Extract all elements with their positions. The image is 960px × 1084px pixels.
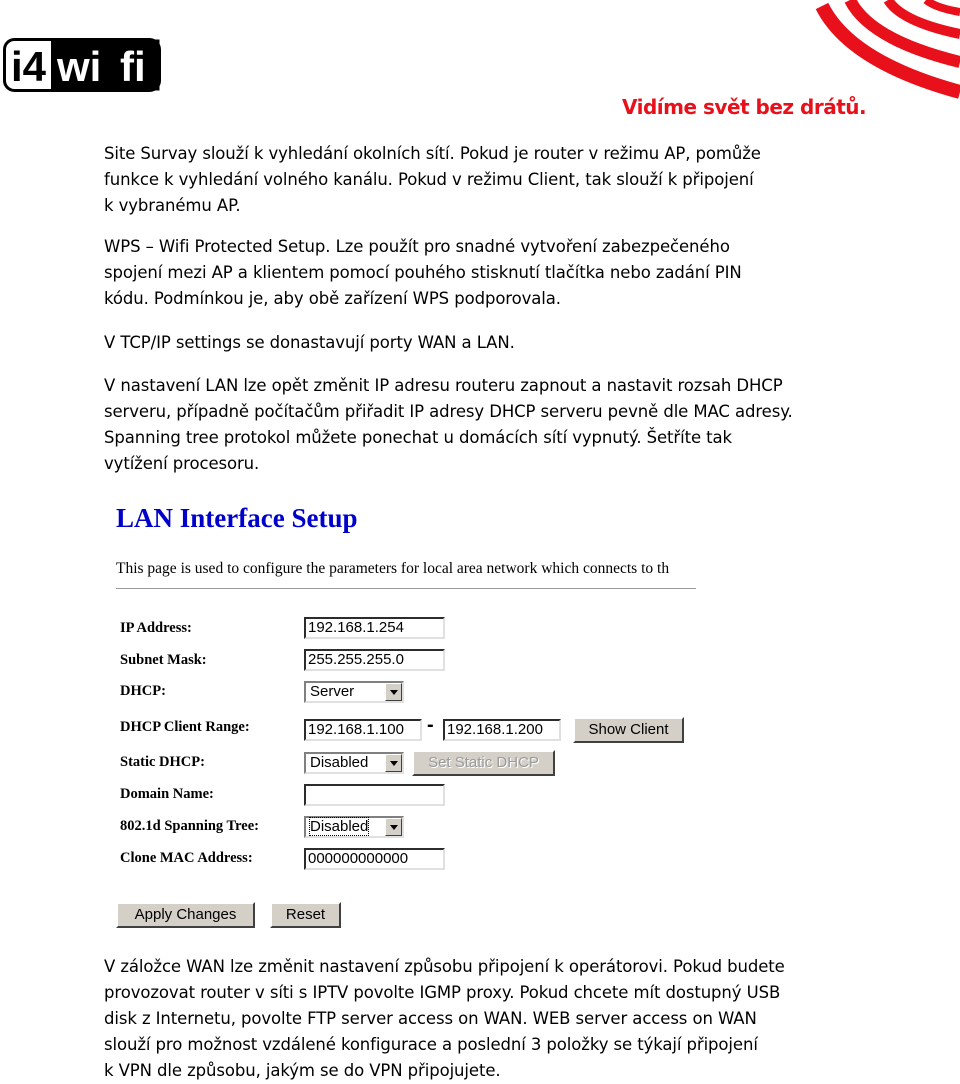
chevron-down-icon[interactable] <box>385 754 402 772</box>
range-separator: - <box>427 714 434 736</box>
svg-text:i4: i4 <box>11 43 47 90</box>
clone-mac-input[interactable]: 000000000000 <box>304 848 445 870</box>
ip-address-input[interactable]: 192.168.1.254 <box>304 617 445 639</box>
divider <box>116 588 696 590</box>
spanning-tree-select[interactable]: Disabled <box>304 816 404 838</box>
svg-text:wi: wi <box>57 43 102 90</box>
dhcp-label: DHCP: <box>120 683 166 699</box>
reset-button[interactable]: Reset <box>270 902 341 928</box>
static-dhcp-label: Static DHCP: <box>120 754 205 770</box>
show-client-button[interactable]: Show Client <box>573 717 684 743</box>
subnet-mask-input[interactable]: 255.255.255.0 <box>304 649 445 671</box>
intro-paragraph-4: V nastavení LAN lze opět změnit IP adresu routeru zapnout a nastavit rozsah DHCP serveru, případně počítačům přiřadit IP adresy DHCP serveru pevně dle MAC adresy. Spanning tree protokol můžete ponechat u domácích sítí vypnutý. Šetříte tak vytížení procesoru. <box>104 376 793 473</box>
set-static-dhcp-button[interactable]: Set Static DHCP <box>412 750 555 776</box>
lan-description: This page is used to configure the parameters for local area network which connects to th <box>116 560 670 577</box>
svg-text:fi: fi <box>120 43 146 90</box>
outro-paragraph: V záložce WAN lze změnit nastavení způsobu připojení k operátorovi. Pokud budete provozovat router v síti s IPTV povolte IGMP proxy. Pokud chcete mít dostupný USB disk z Internetu, povolte FTP server access on WAN. WEB server access on WAN slouží pro možnost vzdálené konfigurace a poslední 3 položky se týkají připojení k VPN dle způsobu, jakým se do VPN připojujete. <box>104 957 785 1080</box>
ip-address-label: IP Address: <box>120 620 192 636</box>
intro-paragraph-3: V TCP/IP settings se donastavují porty WAN a LAN. <box>104 333 515 352</box>
domain-name-input[interactable] <box>304 784 445 806</box>
clone-mac-label: Clone MAC Address: <box>120 850 253 866</box>
intro-paragraph-2: WPS – Wifi Protected Setup. Lze použít pro snadné vytvoření zabezpečeného spojení mezi AP a klientem pomocí pouhého stisknutí tlačítka nebo zadání PIN kódu. Podmínkou je, aby obě zařízení WPS podporovala. <box>104 237 742 308</box>
domain-name-label: Domain Name: <box>120 786 214 802</box>
static-dhcp-select[interactable]: Disabled <box>304 752 404 774</box>
lan-title: LAN Interface Setup <box>116 503 358 533</box>
spanning-tree-label: 802.1d Spanning Tree: <box>120 818 259 834</box>
chevron-down-icon[interactable] <box>385 818 402 836</box>
intro-paragraph-1: Site Survay slouží k vyhledání okolních sítí. Pokud je router v režimu AP, pomůže funkce k vyhledání volného kanálu. Pokud v režimu Client, tak slouží k připojení k vybranému AP. <box>104 144 761 215</box>
dhcp-range-label: DHCP Client Range: <box>120 719 250 735</box>
chevron-down-icon[interactable] <box>385 683 402 701</box>
slogan: Vidíme svět bez drátů. <box>622 95 867 119</box>
dhcp-range-start-input[interactable]: 192.168.1.100 <box>304 719 422 741</box>
apply-changes-button[interactable]: Apply Changes <box>116 902 255 928</box>
subnet-mask-label: Subnet Mask: <box>120 652 207 668</box>
dhcp-range-end-input[interactable]: 192.168.1.200 <box>443 719 561 741</box>
dhcp-select[interactable]: Server <box>304 681 404 703</box>
